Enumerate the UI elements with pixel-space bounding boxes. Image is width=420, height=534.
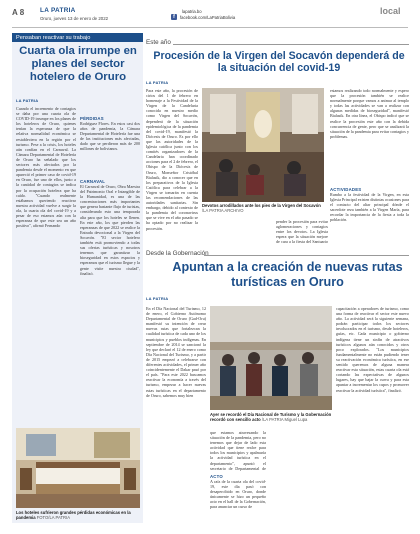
- left-kicker: Pensaban reactivar su trabajo: [16, 34, 91, 41]
- left-byline: LA PATRIA: [16, 98, 39, 103]
- bottom-col1: En el Día Nacional del Turismo, 12 de enero, el Gobierno Autónomo Departamental de Oruro (Gad-Oru) manifestó su intención de crear nuevas rutas que fortalezcan la cualidad turística de cada uno de los municipios y pueblos indígenas. En septiembre de 2014 se sancionó la ley que declaró el 12 de enero como Día Nacional del Turismo, y a partir de 2015 empezó a celebrarse con diferentes actividades, el primer año coincidentemente el Dakar pasó por el país. "Para este 2022 buscamos reactivar la economía a través del turismo, empezar a hacer nuevas rutas turísticas en el departamento de Oruro, sabemos muy bien: [146, 306, 206, 398]
- top-byline: LA PATRIA: [146, 80, 169, 85]
- top-photo-caption: [202, 203, 324, 213]
- header-web[interactable]: lapatria.bo: [182, 9, 202, 14]
- bottom-col2-text: que estamos atravesando la situación de la pandemia, pero no tenemos que dejar de lado esta actividad que tiene realce para todos los municipios y apalmaría la actividad turística en el departamento", apuntó el secretario de Departamental de: [210, 430, 266, 471]
- bottom-section-label: Desde la Gobernación: [146, 250, 209, 257]
- brand-name: LA PATRIA: [40, 7, 76, 14]
- bottom-caption-credit: /LA PATRIA Miguel Lupa: [261, 417, 308, 422]
- top-col1: Para este año, la procesión de cirios del 1 de febrero en homenaje a la Festividad de la Virgen de la Candelaria conocida en nuestro medio como Virgen del Socavón, dependerá de la situación epidemiológica de la pandemia del covid-19, manifestó la Diócesis de Oruro. Es por ello que las autoridades de la Iglesia católica junto con los comités organizadores de la Candelaria han coordinado acciones para el 2 de febrero, el Obispo de la Diócesis de Oruro, Monseñor Cristóbal Bialasik, dio a conocer que en los preparativos de la Iglesia Católica para celebrar a la Virgen se tomarán en cuenta las recomendaciones de las autoridades sanitarias. Sin embargo, debido al contexto de la pandemia del coronavirus que se vive en el año pasado se ha optado por no realizar la procesión.: [146, 88, 198, 231]
- top-col2: pender la procesión para evitar aglomeraciones y contagios entre los devotos. La Iglesia espera que la situación mejore de cara a la fiesta del Santuario: [276, 219, 328, 245]
- church-devotees-image: [202, 88, 324, 202]
- bottom-article: [146, 248, 409, 524]
- top-col3: [330, 88, 409, 248]
- left-photo: [16, 428, 140, 508]
- top-photo: [202, 88, 324, 202]
- left-title: Cuarta ola irrumpe en planes del sector hotelero de Oruro: [19, 45, 137, 83]
- bottom-photo: [210, 306, 332, 410]
- hotel-room-image: [16, 428, 140, 508]
- bottom-col3: capacitación a operadores de turismo, como una forma de reactivar el sector este nuevo año. La actividad será la siguiente semana, podrán participar todos los sectores involucrados en el turismo, desde hoteleros, guías, etc. Cada municipio o gobierno indígena tiene un sinfín de atractivos turísticos algunos aún conocidos y otros poco explorados. "Los municipios fundamentalmente no están pudiendo tener su reactivación económica turística, en ese sentido queremos de alguna manera reactivar esta situación, estas cuarta ola está cortando las expectativas de algunos lugares, hay que bajar la curva y para esta apuntar a incrementar los cupos y promover reactivar la actividad turística", finalizó.: [336, 306, 409, 393]
- bottom-byline: LA PATRIA: [146, 296, 169, 301]
- left-caption-credit: FOTO/LA PATRIA: [36, 515, 71, 520]
- top-title: Procesión de la Virgen del Socavón dependerá de la situación del covid-19: [153, 50, 405, 75]
- tourism-event-image: [210, 306, 332, 410]
- left-col2-kicker2: CARNAVAL: [80, 179, 106, 184]
- top-caption-credit: /LA PATRIA ARCHIVO: [202, 208, 244, 213]
- facebook-icon[interactable]: f: [171, 14, 177, 20]
- top-article: [146, 33, 409, 245]
- left-col1: Cuando el incremento de contagios se daba por una cuarta ola de COVID-19 irrumpe en los planes de los hoteleros de Oruro, quienes tenían la esperanza de que la relativa normalidad económica se restableciera en la región por el turismo. Pese a la crisis, los hoteles aún confían en el Carnaval. La Cámara Departamental de Hotelería de Oruro ha señalado que los sectores más afectados por la pandemia desde el momento en que apareció el primer caso de covid-19 en Oruro, fue uno de ellos, junto a la cantidad de contagios se indica por la ocupación hotelera que ha caído. "Cuando realmente estábamos queriendo reactivar nuestra actividad vuelve a surgir la ola, la cuarta ola del covid-19 y a pesar de eso estamos aún con la esperanza de que este sea un año positivo", afirmó Fernando: [16, 106, 76, 229]
- bottom-col2-kicker: ACTO: [210, 474, 223, 479]
- page-number: A 8: [12, 8, 25, 17]
- page-header: [0, 0, 420, 36]
- left-col2-text: Rodríguez Flores. En estos casi dos años de pandemia, la Cámara Departamental de Hotelería fue una de las instituciones más afectadas, dado que se perdieron más de 200 millones de bolivianos.: [80, 121, 140, 152]
- bottom-title: Apuntan a la creación de nuevas rutas turísticas en Oruro: [172, 260, 403, 289]
- bottom-col2-right: [272, 430, 332, 522]
- top-caption-text: Devotos arrodillados ante los pies de la Virgen del Socavón: [202, 203, 321, 208]
- section-label: local: [380, 6, 401, 16]
- top-section-label: Este año: [146, 39, 171, 46]
- header-social[interactable]: facebook.com/LaPatriaBolivia: [180, 15, 236, 20]
- left-article: [12, 33, 143, 523]
- header-date: Oruro, jueves 13 de enero de 2022: [40, 16, 109, 21]
- top-col3-kicker: ACTIVIDADES: [330, 187, 362, 192]
- top-col3b-text: Rumbo a la festividad de la Virgen, en esta Iglesia Principal existen distintas ocasiones para el contacto del altar principal dónde el sacerdote reza también a la Virgen María, para recordar la importancia de la fiesta a toda la población.: [330, 192, 409, 223]
- bottom-photo-caption: [210, 412, 332, 422]
- bottom-caption-text: Ayer se recordó el Día Nacional de Turismo y la Gobernación recordó con sencillo acto: [210, 412, 332, 422]
- bottom-section-rule: [204, 255, 409, 256]
- top-col3-text: estamos realizando todo normalmente y espero que la procesión también se realice normalmente porque vamos a animar al templo y todas las actividades se van a realizar con algunas medidas de bioseguridad", manifestó Bialasik. En otra línea, el Obispo indicó que se realice la procesión este año con la debida concurrencia de gente, pero que se analizará la situación de la pandemia para evitar contagios y problemas.: [330, 88, 409, 139]
- header-divider: [12, 27, 408, 28]
- left-photo-caption: [16, 510, 140, 520]
- bottom-col2b-text: A raíz de la cuarta ola del covid-19, este día pasó con desapercibido en Oruro, donde únicamente se hizo un pequeño acto en el hall de la Gobernación, para anunciar un curso de: [210, 479, 266, 510]
- top-col2b: [202, 219, 324, 245]
- left-col2-kicker: PÉRDIDAS: [80, 116, 104, 121]
- top-section-rule: [173, 44, 409, 45]
- left-caption-text: Los hoteles sufrieron grandes pérdidas económicas en la pandemia: [16, 510, 131, 520]
- bottom-col2: [210, 430, 266, 522]
- left-col2: [80, 106, 140, 426]
- left-col2b-text: El Carnaval de Oruro, Obra Maestra del Patrimonio Oral e Intangible de la Humanidad, es una de las concentraciones más importantes que genera bastante flujo de turistas, considerando esto una temporada alta para que los hoteles se llenen. En este año, los que pierden las esperanzas de que 2022 se realice la Entrada devocional a la Virgen del Socavón. "El sector hotelero también está promoviendo a todas sus ofertas turísticas y nosotros tenemos que garantizar la bioseguridad en estos espacios y esperamos que el turismo llegue y la gente visite nuestra ciudad", finalizó.: [80, 184, 140, 276]
